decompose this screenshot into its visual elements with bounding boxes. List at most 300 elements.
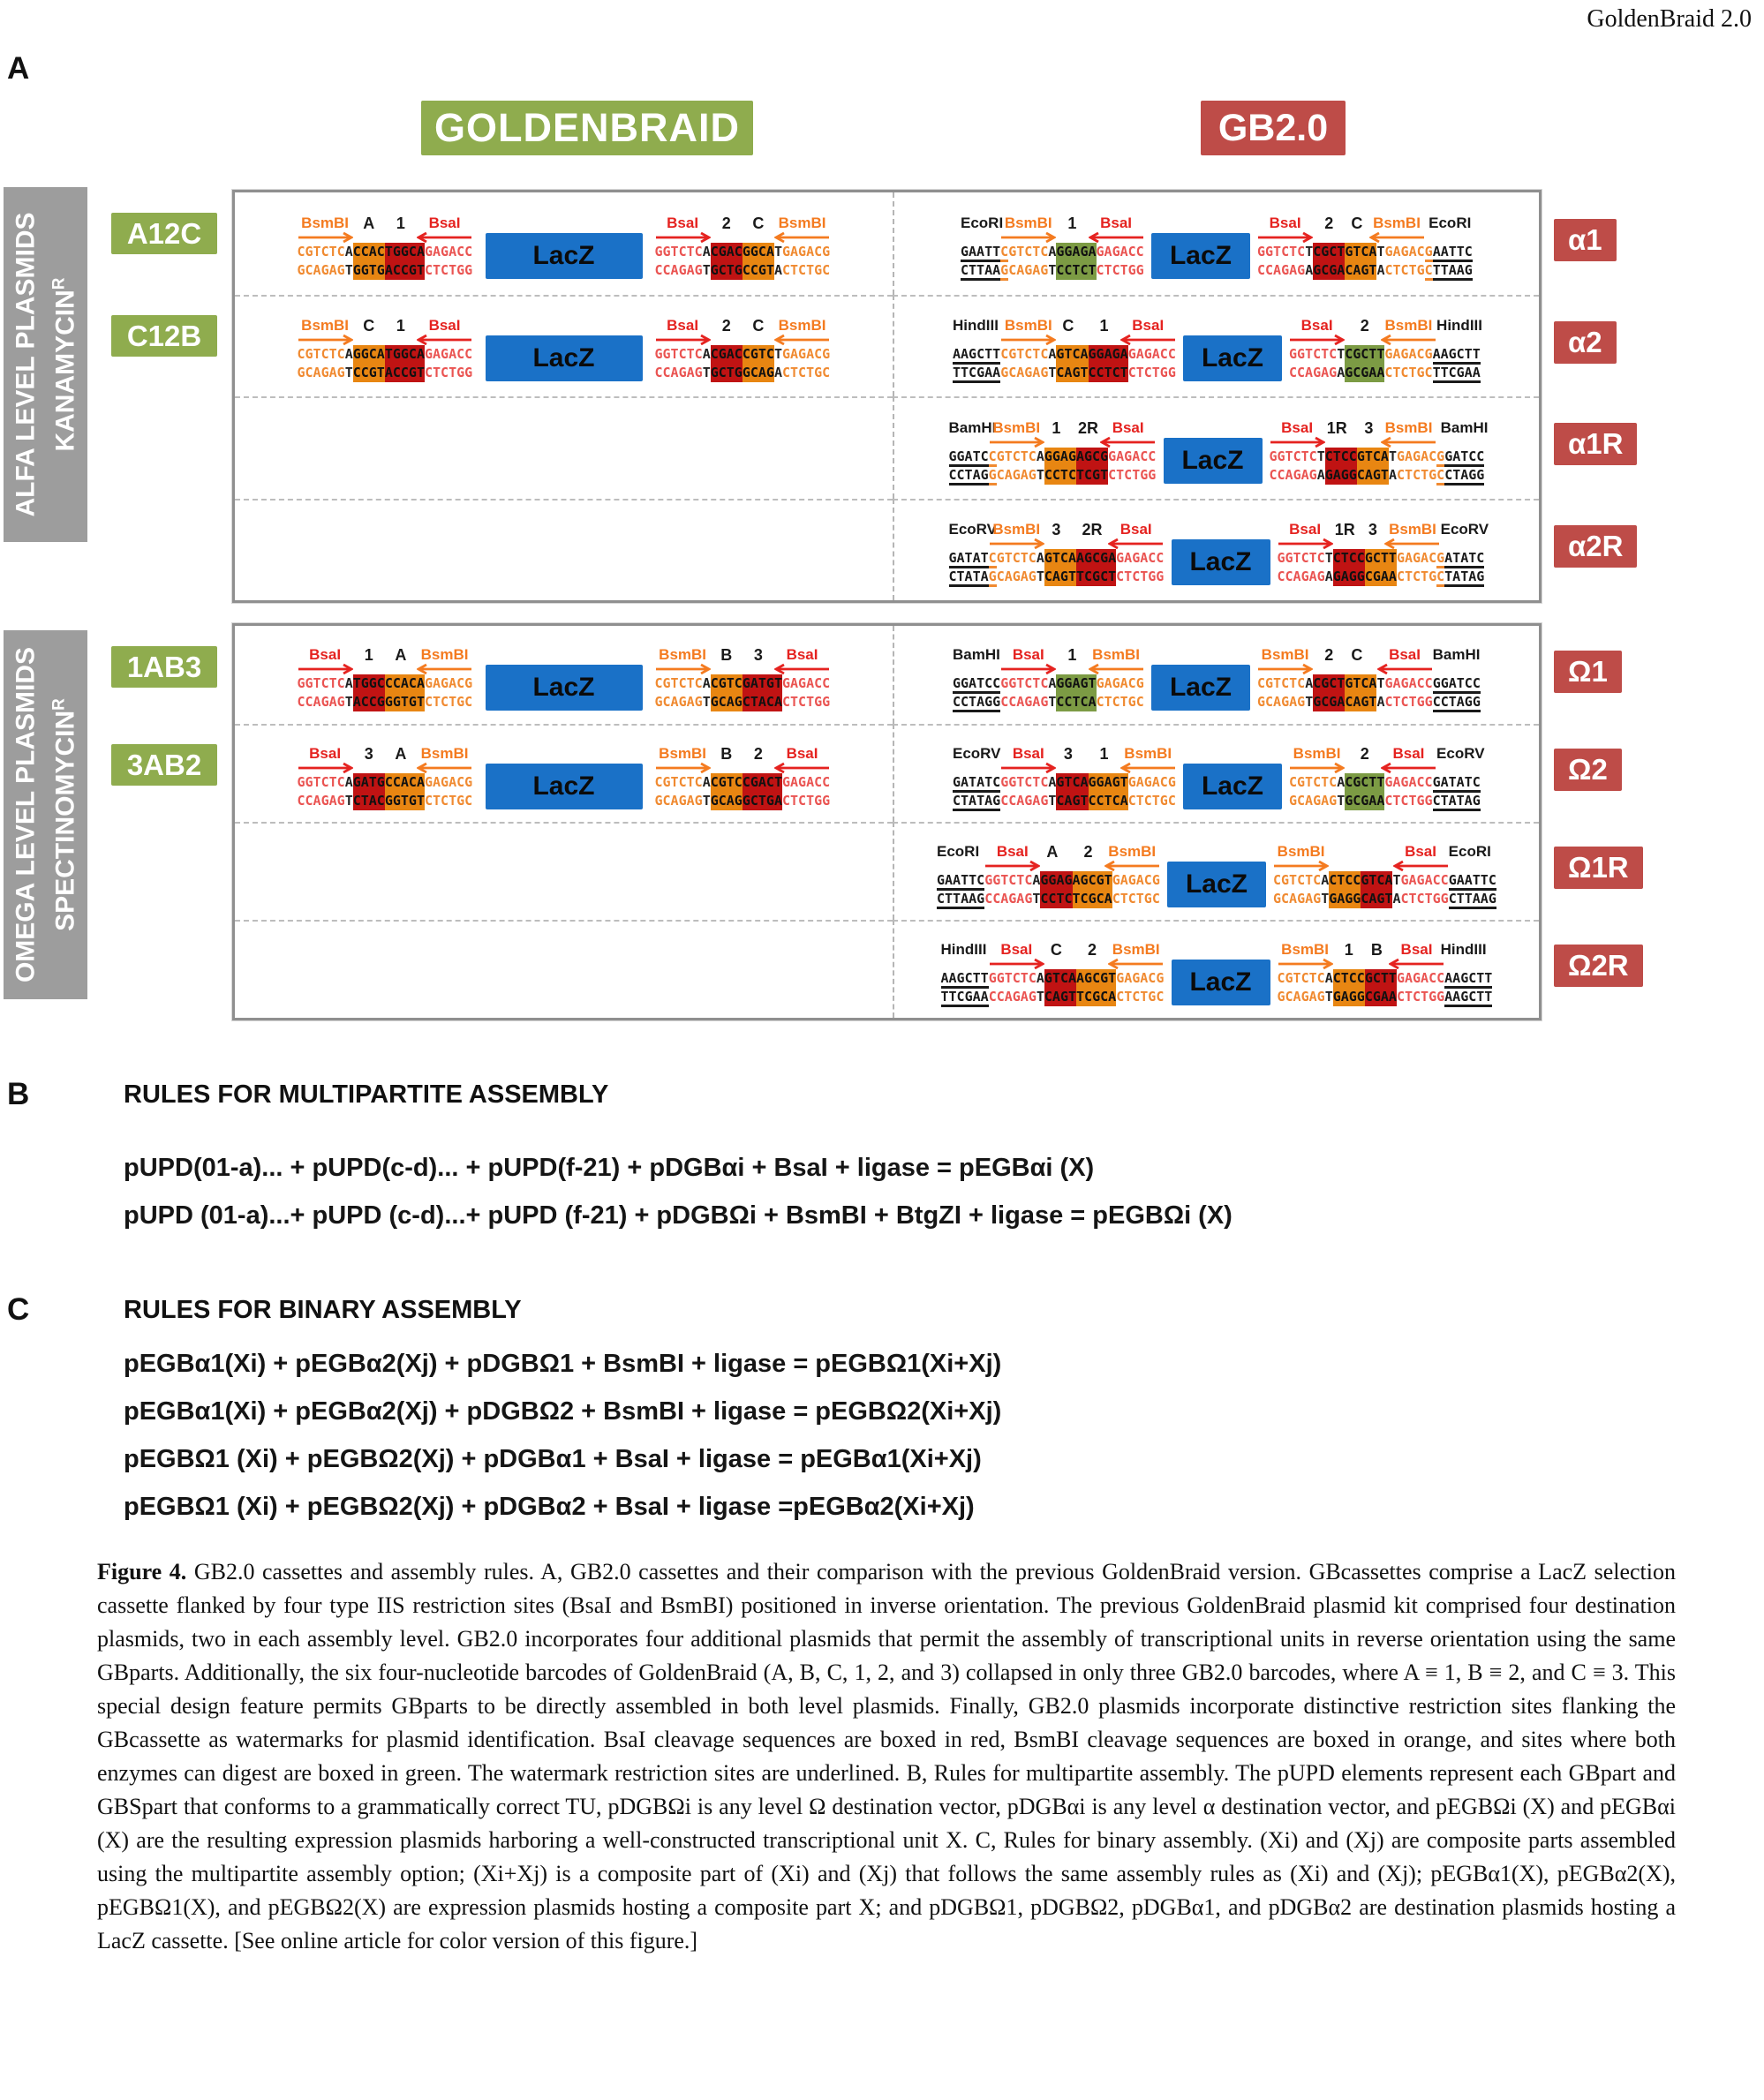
seq-segment: C [1436,467,1444,485]
seq-segment: GGTCTC [1277,550,1325,567]
bsmbi-arrow-right-icon [1278,957,1333,969]
seq-segment: T [1305,243,1314,260]
seq-segment: CCAGAG [1000,792,1049,809]
seq-segment: CGCTT [1345,346,1385,363]
cassette-a12c-left-flank-labels [298,207,473,243]
bsai-arrow-right-icon [1257,230,1313,243]
cassette-alpha1-right-flank-top-strand [1257,243,1473,261]
bsmbi-arrow-left-icon [774,333,830,345]
barcode-label: C [1351,645,1363,664]
cassette-1ab3-left-flank-labels [298,639,473,674]
cell-alpha1r-goldenbraid [235,396,893,499]
seq-segment: GAGAC [1396,550,1437,567]
bsmbi-label: BsmBI [1384,418,1433,436]
seq-segment: CCTCT [1088,365,1128,381]
bsai-site-label [1376,647,1432,674]
seq-segment: GCAGAG [654,792,703,809]
seq-segment: CTCC [1329,871,1361,888]
seq-segment: CCTAGG [1433,694,1481,712]
lacz-box: LacZ [486,335,643,381]
seq-segment: CCACA [384,674,425,691]
seq-segment: CTCTGG [1396,988,1445,1005]
cassette-alpha2-right-flank-bottom-strand [1289,364,1481,382]
assembly-rule: pUPD(01-a)... + pUPD(c-d)... + pUPD(f-21) + pDGBαi + BsaI + ligase = pEGBαi (X) [124,1154,1095,1182]
bsmbi-site-label [298,318,353,345]
cassette-alpha2-left-flank-top-strand [953,345,1176,364]
bsmbi-label: BsmBI [1108,842,1157,860]
bsai-site-label [298,647,353,674]
seq-segment: CGAA [1364,568,1397,585]
seq-segment: GGAGT [1056,674,1097,691]
cassette-c12b-left-flank [298,310,473,382]
seq-segment: CAGT [1056,792,1089,809]
cassette-a12c-right-flank-labels [655,207,831,243]
multipartite-rules [124,1144,1233,1239]
cassette-omega1-left-flank-bottom-strand [953,693,1144,711]
seq-segment: CAGT [1056,365,1089,381]
seq-segment: GGCA [352,346,385,363]
section-c-label: C [7,1292,30,1327]
bsai-label: BsaI [1281,418,1314,436]
seq-segment: GAGG [1332,988,1365,1005]
barcode-label: A [1046,842,1059,861]
cassette-alpha1-left-flank-labels [961,207,1144,243]
cassette-omega2-left-flank-bottom-strand [953,792,1176,810]
seq-segment: GCGA [1313,261,1346,278]
seq-segment: T [1376,674,1385,691]
seq-segment: AGCGA [1076,550,1117,567]
seq-segment: CGTCTC [297,243,345,260]
bsmbi-label: BsmBI [1092,645,1141,663]
bsai-site-label [1120,318,1176,345]
seq-segment: GTCA [1056,346,1089,363]
bsmbi-site-label [417,647,472,674]
cassette-alpha2r-left-flank [949,514,1165,586]
seq-segment: GAGAC [1384,243,1425,260]
bsmbi-site-label [1104,844,1160,871]
cassette-omega1r-right-flank-bottom-strand [1273,890,1496,908]
cassette-alpha1-left-flank-bottom-strand [961,261,1144,280]
seq-segment: A [702,346,711,363]
barcode-label: 3 [364,744,373,763]
seq-segment: GAATTC [937,872,984,891]
seq-segment: GGATCC [953,675,1000,694]
bsai-site-label [1088,215,1143,243]
barcode-label: C [752,317,765,335]
seq-segment: CTCTGG [782,693,831,710]
seq-segment: GATGT [742,674,782,691]
seq-segment: GAGACG [425,674,473,691]
seq-segment: GAGACC [1116,550,1165,567]
bsai-site-label [774,746,830,773]
seq-segment: GAATT [961,244,1000,262]
cassette-alpha2r-right-flank-top-strand [1278,549,1485,568]
bsai-arrow-right-icon [1289,333,1345,345]
cassette-omega1-right-flank-labels [1257,639,1481,674]
bsai-label: BsaI [428,317,461,335]
bsai-arrow-left-icon [1089,230,1144,243]
figure-caption-label: Figure 4. [97,1559,187,1584]
cassette-alpha1r-right-flank [1269,412,1489,485]
seq-segment: GATCC [1444,448,1484,467]
seq-segment: GGTGT [384,792,425,809]
seq-segment: GAGACC [1396,969,1445,986]
seq-segment: GTCA [1044,969,1077,986]
seq-segment: TTCGAA [941,989,989,1007]
figure-caption [97,1555,1676,1958]
lacz-box: LacZ [486,764,643,809]
seq-segment: GGAGA [1056,243,1097,260]
seq-segment: GATAT [949,550,989,568]
seq-segment: GGTCTC [1269,448,1317,464]
seq-segment: GGTCTC [654,346,703,363]
cell-alpha2-goldenbraid [235,295,893,397]
seq-segment: CTCTGG [1127,365,1176,381]
seq-segment: G [1436,448,1444,467]
cassette-omega2-right-flank-top-strand [1289,773,1481,792]
bsai-site-label [417,215,472,243]
plasmid-label-omega1: Ω1 [1554,651,1622,693]
barcode-label: B [1370,940,1383,959]
bsmbi-arrow-left-icon [417,662,472,674]
seq-segment: GGTCTC [988,969,1037,986]
section-a-label: A [7,51,30,86]
binary-rules [124,1340,1001,1531]
bsai-site-label [1389,942,1444,969]
cassette-alpha2r-left-flank-top-strand [949,549,1165,568]
bsai-label: BsaI [1119,521,1152,538]
watermark-enzyme-label: HindIII [1436,317,1482,335]
seq-segment: TCGCA [1076,988,1117,1005]
seq-segment: T [1036,568,1044,585]
cassette-3ab2-left-flank-top-strand [298,773,473,792]
bsai-arrow-right-icon [1278,537,1333,549]
plasmid-label-omega2r: Ω2R [1554,945,1643,987]
barcode-label: A [395,645,407,664]
seq-segment: TTAAG [1433,262,1473,281]
binary-rules-title: RULES FOR BINARY ASSEMBLY [124,1296,522,1324]
barcode-label: B [720,645,733,664]
seq-segment: GGTCTC [1000,674,1049,691]
bsai-label: BsaI [1012,645,1044,663]
cassette-3ab2-right-flank [655,738,831,810]
bsmbi-arrow-right-icon [989,435,1044,448]
omega-sidebar-line2: SPECTINOMYCIN [50,710,79,931]
cassette-3ab2-right-flank-labels [655,738,831,773]
seq-segment: GTCTC [996,448,1037,464]
seq-segment: CTCTGC [1112,890,1160,907]
bsai-label: BsaI [667,317,699,335]
seq-segment: A [1048,243,1057,260]
cassette-3ab2-right-flank-bottom-strand [655,792,831,810]
seq-segment: GTCA [1044,550,1076,567]
seq-segment: A [1036,448,1044,464]
journal-header: GoldenBraid 2.0 [1587,5,1752,33]
cassette-a12c-left-flank-bottom-strand [298,261,473,280]
bsmbi-label: BsmBI [659,645,707,663]
seq-segment: A [344,243,353,260]
seq-segment: T [1337,792,1346,809]
cassette-omega1r-right-flank-top-strand [1273,871,1496,890]
seq-segment: T [1036,988,1044,1005]
seq-segment: CGCT [1313,243,1346,260]
seq-segment: T [773,243,782,260]
alfa-sidebar-resistance-sup: R [49,277,68,290]
seq-segment: CTTAAG [937,891,984,909]
lacz-box: LacZ [1167,862,1266,907]
seq-segment: CTCTGG [425,261,473,278]
barcode-label: C [1351,214,1363,232]
seq-segment: GGATCC [1433,675,1481,694]
cassette-3ab2-left-flank-labels [298,738,473,773]
seq-segment: CCACA [384,773,425,790]
cassette-omega1-left-flank-labels [953,639,1144,674]
bsmbi-label: BsmBI [420,744,469,762]
cassette-omega2 [953,738,1485,810]
cassette-alpha1-right-flank [1257,207,1473,280]
omega-sidebar-line1: OMEGA LEVEL PLASMIDS [11,646,40,983]
plasmid-label-alpha2r: α2R [1554,525,1637,568]
seq-segment: T [344,792,353,809]
barcode-label: 2R [1082,521,1103,539]
bsmbi-arrow-right-icon [655,761,711,773]
seq-segment: GAGACC [1108,448,1157,464]
lacz-box: LacZ [1151,665,1250,711]
seq-segment: CGTCTC [1000,346,1049,363]
seq-segment: GAGACG [782,243,831,260]
bsai-label: BsaI [1100,214,1133,231]
bsai-site-label [984,844,1040,871]
bsmbi-label: BsmBI [778,317,826,335]
seq-segment: CGTCTC [1289,773,1338,790]
seq-segment: CTCTGG [1108,466,1157,483]
cassette-alpha2-right-flank [1289,310,1481,382]
seq-segment: CCAGAG [297,693,345,710]
seq-segment: CTCTGG [1384,693,1433,710]
bsai-arrow-left-icon [1377,662,1433,674]
seq-segment: G [989,568,997,587]
seq-segment: GCAGAG [297,365,345,381]
barcode-label: A [363,214,375,232]
seq-segment: A [1324,568,1333,585]
cassette-c12b-right-flank-labels [655,310,831,345]
cassette-alpha1r-right-flank-top-strand [1270,448,1485,466]
seq-segment: CTACA [742,693,782,710]
seq-segment: G [1000,262,1008,281]
bsmbi-label: BsmBI [1293,744,1341,762]
bsmbi-site-label [1273,844,1329,871]
seq-segment: GAGACC [1096,243,1144,260]
seq-segment: A [702,773,711,790]
seq-segment: CCTCT [1056,261,1097,278]
bsmbi-arrow-right-icon [655,662,711,674]
seq-segment: CTAC [352,792,385,809]
bsmbi-arrow-right-icon [1000,230,1056,243]
seq-segment: T [1048,261,1057,278]
seq-segment: A [773,365,782,381]
seq-segment: GAATTC [1449,872,1496,891]
seq-segment: GCAG [742,365,774,381]
seq-segment: T [1388,448,1397,464]
seq-segment: A [1376,693,1385,710]
cassette-omega2r [941,934,1493,1006]
watermark-enzyme-label: BamHI [948,418,997,436]
bsmbi-label: BsmBI [1277,842,1325,860]
seq-segment: GTCA [1345,674,1377,691]
seq-segment: CGTC [710,674,743,691]
seq-segment: CGTCTC [1257,674,1306,691]
barcode-label: 2 [721,214,731,232]
seq-segment: GAGAC [1397,448,1437,464]
seq-segment: CTCTGG [782,792,831,809]
bsai-arrow-left-icon [774,761,830,773]
seq-segment: GCTG [710,261,743,278]
cassette-1ab3-right-flank-top-strand [655,674,831,693]
goldenbraid-header-badge: GOLDENBRAID [421,101,753,155]
seq-segment: CCTCA [1056,693,1097,710]
seq-segment: A [1376,261,1385,278]
seq-segment: GGAG [1044,448,1076,464]
seq-segment: CCAGAG [297,792,345,809]
seq-segment: GCAGAG [1289,792,1338,809]
seq-segment: CTCC [1332,550,1365,567]
cassette-c12b-left-flank-bottom-strand [298,364,473,382]
bsmbi-label: BsmBI [1373,214,1421,231]
seq-segment: A [1032,871,1041,888]
bsai-arrow-right-icon [298,761,353,773]
bsai-arrow-left-icon [417,333,472,345]
bsai-label: BsaI [309,645,342,663]
seq-segment: CCTCA [1088,792,1128,809]
seq-segment: GATATC [953,774,1000,793]
bsmbi-label: BsmBI [778,214,826,231]
seq-segment: GCTG [710,365,743,381]
cassette-omega1-right-flank-bottom-strand [1257,693,1481,711]
seq-segment: T [344,693,353,710]
seq-segment: C [989,448,997,467]
seq-segment: CGAC [710,243,743,260]
omega-sidebar-text [9,630,82,999]
cell-omega2-gb20 [893,724,1539,822]
cassette-alpha1r-left-flank [949,412,1157,485]
bsmbi-label: BsmBI [301,214,350,231]
bsai-site-label [1381,746,1436,773]
seq-segment: CGTCTC [654,674,703,691]
seq-segment: T [344,261,353,278]
seq-segment: GTCA [1345,243,1377,260]
seq-segment: GGTCTC [1000,773,1049,790]
bsmbi-arrow-right-icon [1273,859,1329,871]
bsmbi-label: BsmBI [420,645,469,663]
bsmbi-label: BsmBI [1004,214,1052,231]
lacz-box: LacZ [1172,960,1270,1005]
cassette-alpha1r [948,412,1489,485]
cassette-omega1r-right-flank-labels [1273,836,1496,871]
cassette-alpha2r-right-flank-labels [1278,514,1489,549]
watermark-enzyme-label: EcoRI [1429,214,1472,231]
bsmbi-arrow-right-icon [1000,333,1056,345]
plasmid-label-omega1r: Ω1R [1554,847,1643,889]
bsmbi-arrow-left-icon [1384,537,1440,549]
seq-segment: GAGACC [782,773,831,790]
seq-segment: CAGAG [1008,261,1049,278]
cassette-omega2r-left-flank [941,934,1165,1006]
lacz-box: LacZ [486,233,643,279]
bsmbi-arrow-left-icon [1120,761,1176,773]
bsai-label: BsaI [1112,418,1144,436]
seq-segment: GAGACG [1096,674,1144,691]
seq-segment: T [1036,466,1044,483]
watermark-enzyme-label: EcoRV [948,521,997,538]
figure-caption-text: GB2.0 cassettes and assembly rules. A, GB2.0 cassettes and their comparison with the previous GoldenBraid version. GBcassettes comprise a LacZ selection cassette flanked by four type IIS restriction sites (BsaI and BsmBI) positioned in inverse orientation. The previous GoldenBraid plasmid kit comprised four destination plasmids, two in each assembly level. GB2.0 incorporates four additional plasmids that permit the assembly of transcriptional units in reverse orientation using the same GBparts. Additionally, the six four-nucleotide barcodes of GoldenBraid (A, B, C, 1, 2, and 3) collapsed in only three GB2.0 barcodes, where A ≡ 1, B ≡ 2, and C ≡ 3. This special design feature permits GBparts to be directly assembled in both level plasmids. Finally, GB2.0 plasmids incorporate distinctive restriction sites flanking the GBcassette as watermarks for plasmid identification. BsaI cleavage sequences are boxed in red, BsmBI cleavage sequences are boxed in orange, and sites where both enzymes can digest are boxed in green. The watermark restriction sites are underlined. B, Rules for multipartite assembly. The pUPD elements represent each GBpart and GBSpart that conforms to a grammatically correct TU, pDGBΩi is any level Ω destination vector, pDGBαi is any level α destination vector, and pEGBΩi (X) and pEGBαi (X) are the resulting expression plasmids harboring a well-constructed transcriptional unit X. C, Rules for binary assembly. (Xi) and (Xj) are composite parts assembled using the multipartite assembly option; (Xi+Xj) is a composite part of (Xi) and (Xj) that follows the same assembly rules as (Xi) and (Xj); pEGBα1(X), pEGBα2(X), pEGBΩ1(X), and pEGBΩ2(X) are expression plasmids hosting a composite part X; and pDGBΩ1, pDGBΩ2, pDGBα1, and pDGBα2 are destination plasmids hosting a LacZ cassette. [See online article for color version of this figure.] [97,1559,1677,1953]
bsmbi-site-label [1089,647,1144,674]
cell-alpha1-goldenbraid [235,192,893,295]
bsmbi-arrow-right-icon [298,333,353,345]
cassette-omega1r-left-flank-bottom-strand [937,890,1160,908]
cassette-omega1r-left-flank-top-strand [937,871,1160,890]
seq-segment: A [1048,773,1057,790]
seq-segment: T [702,693,711,710]
seq-segment: CTCC [1324,448,1357,464]
bsai-arrow-left-icon [1100,435,1156,448]
seq-segment: CCGT [742,261,774,278]
seq-segment: AAGCTT [953,346,1000,365]
seq-segment: CGTCTC [1273,871,1322,888]
seq-segment: T [702,792,711,809]
bsai-arrow-left-icon [1108,537,1164,549]
seq-segment: CCAGAG [1269,466,1317,483]
seq-segment: A [1036,969,1044,986]
seq-segment: A [1048,674,1057,691]
seq-segment: CTCTGG [425,365,473,381]
cassette-1ab3-left-flank [298,639,473,711]
cassette-alpha1-left-flank [961,207,1144,280]
bsai-site-label [1289,318,1345,345]
seq-segment: GCGAA [1345,792,1385,809]
lacz-box: LacZ [1172,539,1270,585]
seq-segment: CTCTGG [1096,261,1144,278]
watermark-enzyme-label: HindIII [953,317,999,335]
seq-segment: CTATAG [1433,793,1481,811]
watermark-enzyme-label: HindIII [940,940,987,958]
barcode-label: 1 [1344,940,1353,959]
seq-segment: A [344,773,353,790]
seq-segment: CTCTGC [1096,693,1144,710]
cassette-c12b-right-flank-top-strand [655,345,831,364]
cassette-a12c-right-flank [655,207,831,280]
bsai-label: BsaI [1132,317,1165,335]
seq-segment: CTCTG [1397,466,1437,483]
seq-segment: T [344,365,353,381]
seq-segment: T [1337,346,1346,363]
alfa-sidebar-text [9,187,82,542]
cassette-3ab2 [298,738,831,810]
seq-segment: T [1032,890,1041,907]
seq-segment: GAGACC [1384,674,1433,691]
cassette-3ab2-right-flank-top-strand [655,773,831,792]
cell-omega2r-goldenbraid [235,920,893,1018]
cassette-a12c [298,207,831,280]
seq-segment: CGTC [742,346,774,363]
barcode-label: 1 [364,645,373,664]
lacz-box: LacZ [1183,335,1282,381]
seq-segment: CTCTGC [425,792,473,809]
seq-segment: CCAGAG [988,988,1037,1005]
bsmbi-arrow-right-icon [1289,761,1345,773]
seq-segment: GAGACC [425,243,473,260]
barcode-label: 2 [1360,744,1369,763]
seq-segment: GAGG [1324,466,1357,483]
